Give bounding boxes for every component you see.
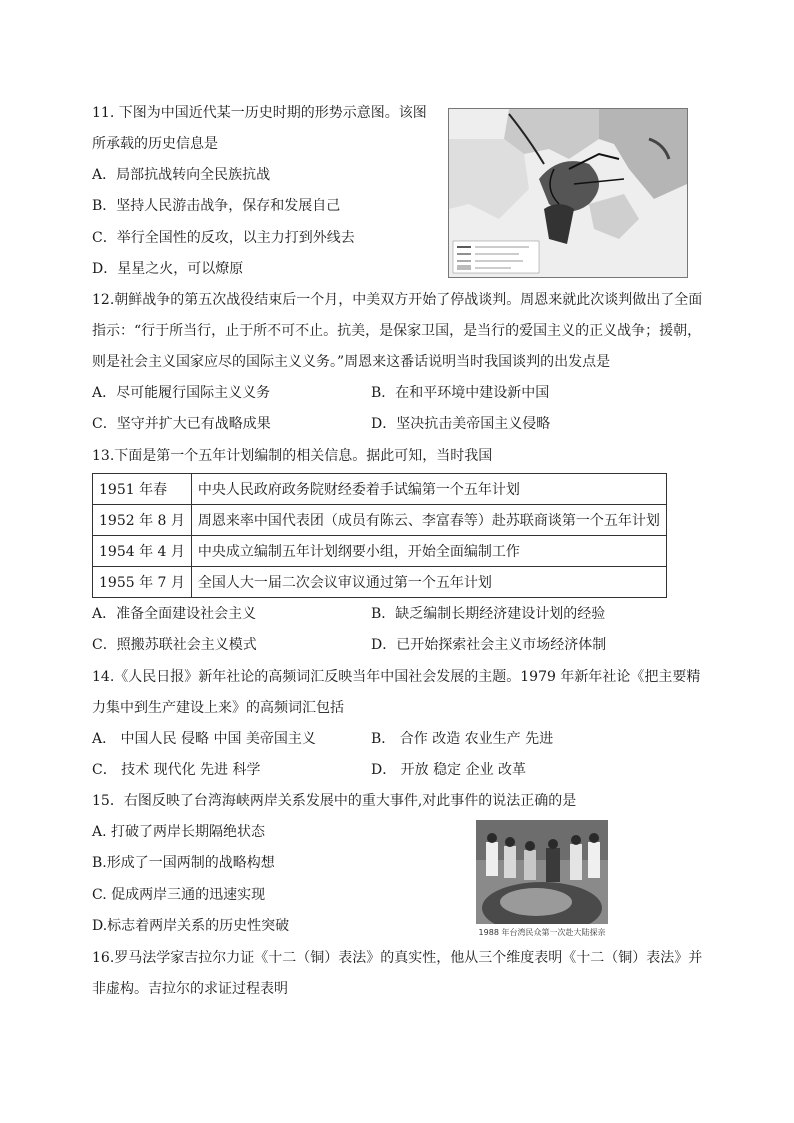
table-cell-event: 周恩来率中国代表团（成员有陈云、李富春等）赴苏联商谈第一个五年计划 [191, 505, 666, 536]
table-cell-date: 1951 年春 [93, 474, 192, 505]
table-row [93, 505, 667, 536]
q13-option-b: B．缺乏编制长期经济建设计划的经验 [371, 606, 606, 622]
table-cell-date: 1952 年 8 月 [93, 505, 192, 536]
table-cell-event: 中央人民政府政务院财经委着手试编第一个五年计划 [191, 474, 666, 505]
q14-option-a: A． 中国人民 侵略 中国 美帝国主义 [92, 731, 316, 747]
table-cell-date: 1954 年 4 月 [93, 536, 192, 567]
q15-option-c: C. 促成两岸三通的迅速实现 [92, 887, 266, 903]
map-image [449, 109, 687, 277]
q13-option-c: C．照搬苏联社会主义模式 [92, 637, 257, 653]
q14-option-d: D． 开放 稳定 企业 改革 [371, 762, 527, 778]
q12-option-d: D．坚决抗击美帝国主义侵略 [371, 416, 551, 432]
table-cell-date: 1955 年 7 月 [93, 567, 192, 598]
q13-stem: 13.下面是第一个五年计划编制的相关信息。据此可知，当时我国 [92, 448, 493, 464]
q14-stem-line2: 力集中到生产建设上来》的高频词汇包括 [92, 700, 344, 716]
q13-option-d: D．已开始探索社会主义市场经济体制 [371, 637, 607, 653]
q15-stem: 15．右图反映了台湾海峡两岸关系发展中的重大事件,对此事件的说法正确的是 [92, 793, 577, 809]
q11-option-b: B．坚持人民游击战争，保存和发展自己 [92, 198, 341, 214]
q13-option-a: A．准备全面建设社会主义 [92, 606, 257, 622]
family-visit-photo [476, 820, 608, 924]
q15-option-a: A. 打破了两岸长期隔绝状态 [92, 824, 266, 840]
q11-stem-line1: 11. 下图为中国近代某一历史时期的形势示意图。该图 [92, 105, 427, 121]
q12-option-b: B．在和平环境中建设新中国 [371, 385, 550, 401]
table-cell-event: 中央成立编制五年计划纲要小组，开始全面编制工作 [191, 536, 666, 567]
table-row [93, 474, 667, 505]
five-year-plan-table [92, 473, 667, 598]
q12-stem-line3: 则是社会主义国家应尽的国际主义义务。”周恩来这番话说明当时我国谈判的出发点是 [92, 354, 611, 370]
q12-stem-line2: 指示：“行于所当行，止于所不可不止。抗美，是保家卫国，是当行的爱国主义的正义战争；援朝， [92, 323, 702, 339]
table-row [93, 536, 667, 567]
q11-option-c: C．举行全国性的反攻，以主力打到外线去 [92, 230, 355, 246]
photo-caption: 1988 年台湾民众第一次赴大陆探亲 [478, 928, 606, 937]
q11-option-a: A．局部抗战转向全民族抗战 [92, 167, 271, 183]
q14-option-c: C． 技术 现代化 先进 科学 [92, 762, 261, 778]
q15-option-d: D.标志着两岸关系的历史性突破 [92, 918, 290, 934]
q12-option-c: C．坚守并扩大已有战略成果 [92, 416, 271, 432]
q14-option-b: B． 合作 改造 农业生产 先进 [371, 731, 554, 747]
family-visit-photo-figure [476, 820, 608, 942]
q16-stem-line1: 16.罗马法学家吉拉尔力证《十二（铜）表法》的真实性，他从三个维度表明《十二（铜）表法》并 [92, 950, 703, 966]
q14-stem-line1: 14.《人民日报》新年社论的高频词汇反映当年中国社会发展的主题。1979 年新年社论《把主要精 [92, 669, 701, 685]
q16-stem-line2: 非虚构。吉拉尔的求证过程表明 [92, 981, 288, 997]
q15-option-b: B.形成了一国两制的战略构想 [92, 855, 275, 871]
historical-situation-map [448, 108, 688, 278]
q11-stem-line2: 所承载的历史信息是 [92, 136, 218, 152]
q11-option-d: D．星星之火，可以燎原 [92, 261, 244, 277]
table-cell-event: 全国人大一届二次会议审议通过第一个五年计划 [191, 567, 666, 598]
q12-stem-line1: 12.朝鲜战争的第五次战役结束后一个月，中美双方开始了停战谈判。周恩来就此次谈判做出了全面 [92, 292, 703, 308]
q12-option-a: A．尽可能履行国际主义义务 [92, 385, 271, 401]
table-row [93, 567, 667, 598]
